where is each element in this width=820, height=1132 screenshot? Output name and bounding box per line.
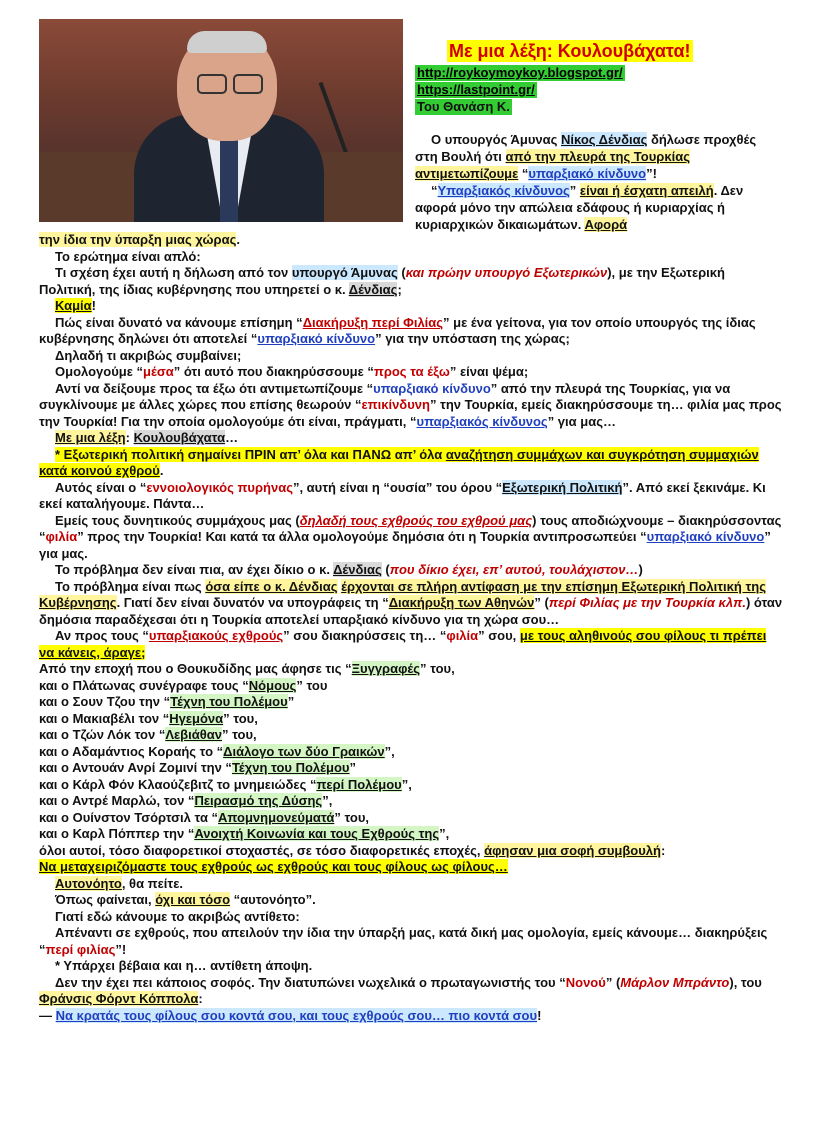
blog-link[interactable]: http://roykoymoykoy.blogspot.gr/ [417, 65, 623, 80]
list-item: και ο Πλάτωνας συνέγραφε τους “Νόμους” του [39, 677, 328, 693]
paragraph: Με μια λέξη: Κουλουβάχατα… [55, 430, 239, 445]
intro-paragraph: Ο υπουργός Άμυνας Νίκος Δένδιας δήλωσε προχθές στη Βουλή ότι από την πλευρά της Τουρκίας αντιμετωπίζουμε “υπαρξιακό κίνδυνο”! [415, 132, 757, 181]
paragraph: Δηλαδή τι ακριβώς συμβαίνει; [55, 347, 242, 363]
paragraph: Αυτονόητο, θα πείτε. [55, 875, 184, 891]
intro-continuation: την ίδια την ύπαρξη μιας χώρας. [39, 232, 240, 247]
article-body [39, 232, 784, 1024]
paragraph: * Εξωτερική πολιτική σημαίνει ΠΡΙΝ απ’ όλα και ΠΑΝΩ απ’ όλα αναζήτηση συμμάχων και συγκρότηση συμμαχιών κατά κοινού εχθρού. [39, 446, 759, 478]
paragraph: Εμείς τους δυνητικούς συμμάχους μας (δηλαδή τους εχθρούς του εχθρού μας) τους αποδιώχνουμε – διακηρύσσοντας “φιλία” προς την Τουρκία! Και κατά τα άλλα ομολογούμε δημόσια ότι η Τουρκία αντιπροσωπεύει “υπαρξιακό κίνδυνο” για μας. [39, 512, 782, 561]
paragraph: Αντί να δείξουμε προς τα έξω ότι αντιμετωπίζουμε “υπαρξιακό κίνδυνο” από την πλευρά της Τουρκίας, για να συγκλίνουμε με άλλες χώρες που επίσης θεωρούν “επικίνδυνη” την Τουρκία, εμείς διακηρύσσουμε τη… φιλία μας προς την Τουρκία! Για την οποία ομολογούμε ότι είναι, πράγματι, “υπαρξιακός κίνδυνος” για μας… [39, 380, 782, 429]
intro-paragraph-2: “Υπαρξιακός κίνδυνος” είναι ή έσχατη απειλή. Δεν αφορά μόνο την απώλεια εδάφους ή κυριαρχίας ή κυριαρχικών δικαιωμάτων. Αφορά [415, 183, 744, 232]
paragraph: Όπως φαίνεται, όχι και τόσο “αυτονόητο”. [55, 892, 316, 907]
paragraph: Το ερώτημα είναι απλό: [55, 248, 201, 264]
paragraph: όλοι αυτοί, τόσο διαφορετικοί στοχαστές, σε τόσο διαφορετικές εποχές, άφησαν μια σοφή συμβουλή: [39, 842, 666, 858]
intro-column [415, 131, 775, 233]
list-item: και ο Αντουάν Ανρί Ζομινί την “Τέχνη του Πολέμου” [39, 760, 356, 775]
list-item: και ο Τζών Λόκ τον “Λεβιάθαν” του, [39, 727, 257, 742]
list-item: και ο Σουν Τζου την “Τέχνη του Πολέμου” [39, 694, 295, 709]
author: Του Θανάση Κ. [417, 99, 510, 114]
quote: — Να κρατάς τους φίλους σου κοντά σου, και τους εχθρούς σου… πιο κοντά σου! [39, 1007, 542, 1023]
lastpoint-link[interactable]: https://lastpoint.gr/ [417, 82, 535, 97]
paragraph: Δεν την έχει πει κάποιος σοφός. Την διατυπώνει νωχελικά ο πρωταγωνιστής του “Νονού” (Μάρλον Μπράντο), του Φράνσις Φόρντ Κόππολα: [39, 974, 762, 1006]
paragraph: Καμία! [55, 298, 96, 313]
list-item: και ο Αντρέ Μαρλώ, τον “Πειρασμό της Δύσης”, [39, 793, 333, 808]
paragraph: Αυτός είναι ο “εννοιολογικός πυρήνας”, αυτή είναι η “ουσία” του όρου “Εξωτερική Πολιτική”. Από εκεί ξεκινάμε. Κι εκεί καταλήγουμε. Πάντα… [39, 479, 766, 511]
paragraph: Το πρόβλημα είναι πως όσα είπε ο κ. Δένδιας έρχονται σε πλήρη αντίφαση με την επίσημη Εξωτερική Πολιτική της Κυβέρνησης. Γιατί δεν είναι δυνατόν να υπογράφεις τη “Διακήρυξη των Αθηνών” (περί Φιλίας με την Τουρκία κλπ.) όταν δημόσια παραδέχεσαι ότι η Τουρκία αποτελεί υπαρξιακό κίνδυνο για τη χώρα σου… [39, 578, 783, 627]
paragraph: Αν προς τους “υπαρξιακούς εχθρούς” σου διακηρύσσεις τη… “φιλία” σου, με τους αληθινούς σου φίλους τι πρέπει να κάνεις, άραγε; [39, 628, 767, 660]
list-item: και ο Μακιαβέλι τον “Ηγεμόνα” του, [39, 710, 258, 726]
thinkers-list [39, 661, 784, 843]
paragraph: Απέναντι σε εχθρούς, που απειλούν την ίδια την ύπαρξή μας, κατά δική μας ομολογία, εμείς κάνουμε… διακηρύξεις “περί φιλίας”! [39, 925, 768, 957]
paragraph: Πώς είναι δυνατό να κάνουμε επίσημη “Διακήρυξη περί Φιλίας” με ένα γείτονα, για τον οποίο υπουργός της ίδιας κυβέρνησης δηλώνει ότι αποτελεί “υπαρξιακό κίνδυνο” για την υπόσταση της χώρας; [39, 314, 756, 346]
paragraph: Τι σχέση έχει αυτή η δήλωση από τον υπουργό Άμυνας (και πρώην υπουργό Εξωτερικών), με την Εξωτερική Πολιτική, της ίδιας κυβέρνησης που υπηρετεί ο κ. Δένδιας; [39, 265, 725, 297]
paragraph: Το πρόβλημα δεν είναι πια, αν έχει δίκιο ο κ. Δένδιας (που δίκιο έχει, επ’ αυτού, τουλάχιστον…) [55, 562, 643, 577]
list-item: και ο Αδαμάντιος Κοραής το “Διάλογο των δύο Γραικών”, [39, 743, 395, 759]
paragraph: Ομολογούμε “μέσα” ότι αυτό που διακηρύσσουμε “προς τα έξω” είναι ψέμα; [55, 364, 529, 379]
paragraph: * Υπάρχει βέβαια και η… αντίθετη άποψη. [55, 958, 313, 973]
list-item: και ο Κάρλ Φόν Κλαούζεβιτζ το μνημειώδες “περί Πολέμου”, [39, 776, 412, 792]
advice: Να μεταχειριζόμαστε τους εχθρούς ως εχθρούς και τους φίλους ως φίλους… [39, 859, 508, 874]
paragraph: Γιατί εδώ κάνουμε το ακριβώς αντίθετο: [55, 908, 300, 924]
article-photo [39, 19, 403, 222]
article-title: Με μια λέξη: Κουλουβάχατα! [449, 41, 691, 61]
list-item: και ο Καρλ Πόππερ την “Ανοιχτή Κοινωνία και τους Εχθρούς της”, [39, 826, 450, 841]
list-item: και ο Ουίνστον Τσόρτσιλ τα “Απομνημονεύματά” του, [39, 809, 370, 825]
list-item: Από την εποχή που ο Θουκυδίδης μας άφησε τις “Ξυγγραφές” του, [39, 661, 455, 676]
